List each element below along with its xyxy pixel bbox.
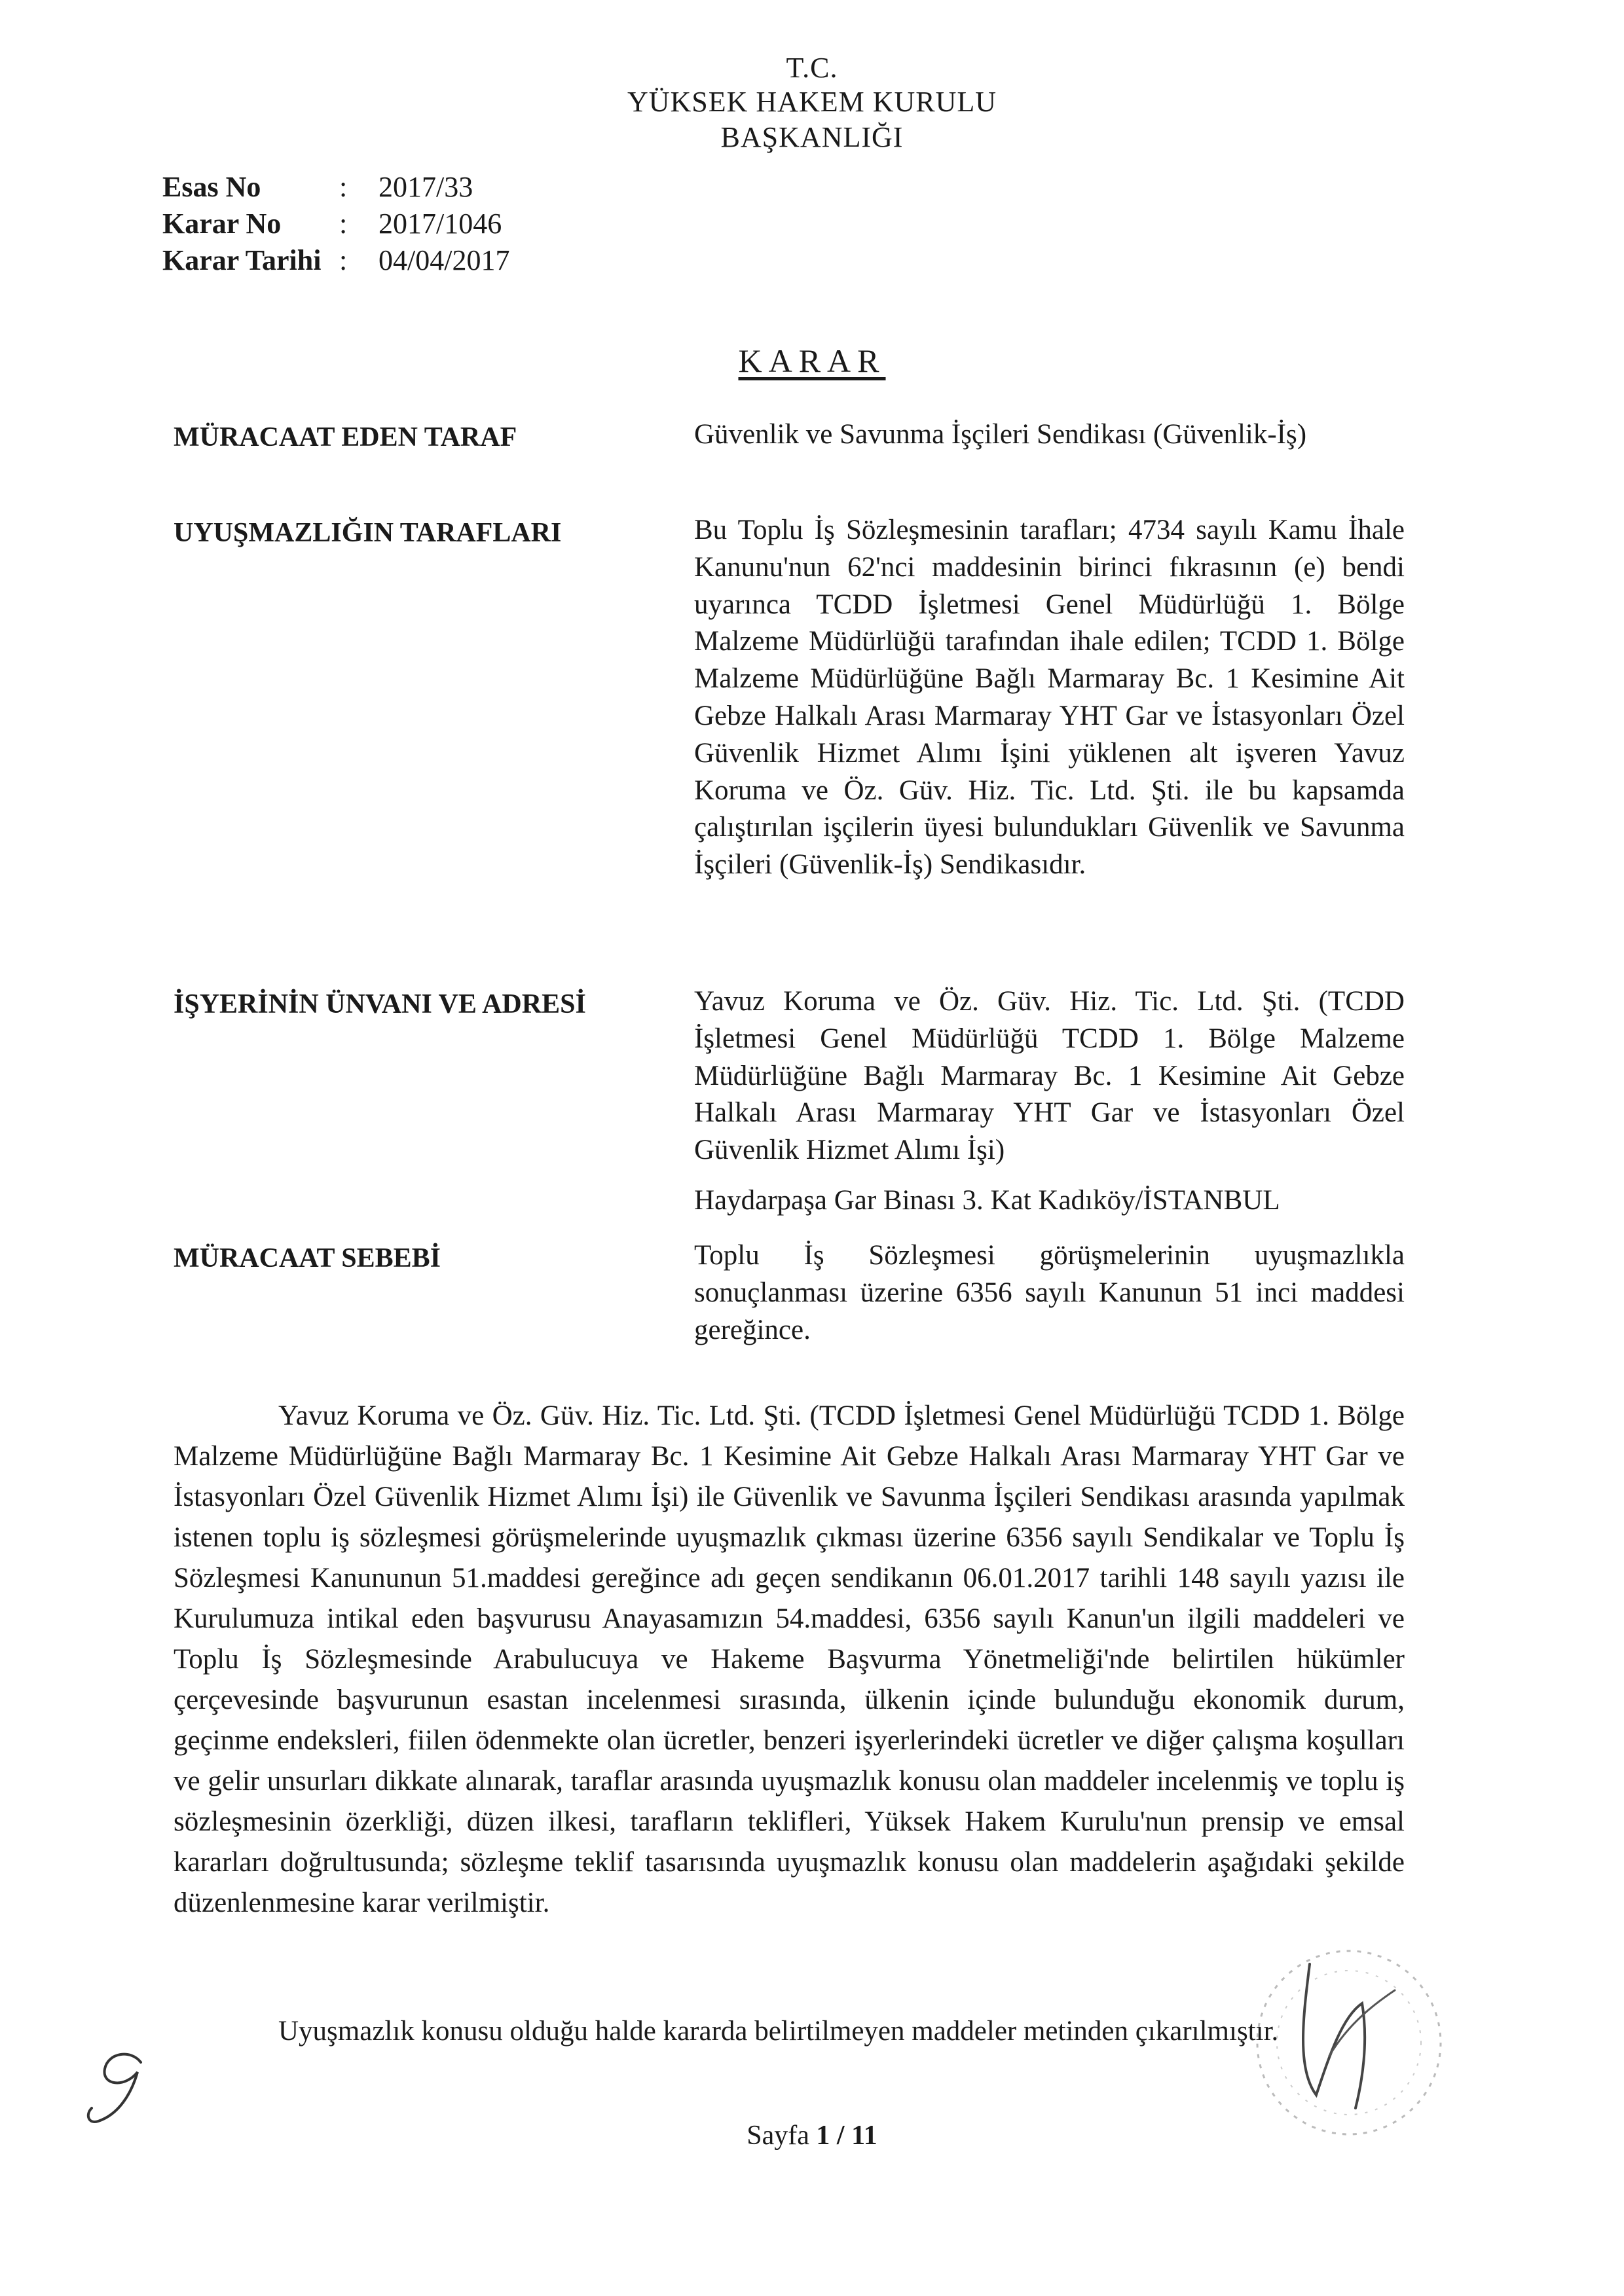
footer-prefix: Sayfa — [747, 2121, 817, 2151]
body-paragraph-2: Uyuşmazlık konusu olduğu halde kararda belirtilmeyen maddeler metinden çıkarılmıştır. — [278, 2016, 1279, 2047]
meta-value: 2017/1046 — [378, 208, 502, 240]
meta-value: 2017/33 — [378, 171, 473, 203]
value-workplace: Yavuz Koruma ve Öz. Güv. Hiz. Tic. Ltd. Şti. (TCDD İşletmesi Genel Müdürlüğü TCDD 1. Bölge Malzeme Müdürlüğüne Bağlı Marmaray Bc. 1 Kesimine Ait Gebze Halkalı Arası Marmaray YHT Gar ve İstasyonları Özel Güvenlik Hizmet Alımı İşi) — [694, 986, 1405, 1166]
meta-label: Esas No — [162, 171, 261, 203]
value-reason: Toplu İş Sözleşmesi görüşmelerinin uyuşmazlıkla sonuçlanması üzerine 6356 sayılı Kanunun 51 inci maddesi gereğince. — [694, 1240, 1405, 1345]
value-workplace-address: Haydarpaşa Gar Binası 3. Kat Kadıköy/İSTANBUL — [694, 1185, 1280, 1216]
footer-current-page: 1 — [816, 2121, 830, 2151]
label-workplace: İŞYERİNİN ÜNVANI VE ADRESİ — [174, 989, 586, 1019]
label-dispute-parties: UYUŞMAZLIĞIN TARAFLARI — [174, 518, 562, 548]
case-meta — [162, 169, 509, 279]
document-title: KARAR — [738, 342, 886, 379]
meta-colon: : — [339, 208, 348, 240]
meta-row-tarih — [162, 242, 509, 279]
header-department: BAŞKANLIĞI — [720, 121, 904, 153]
header-institution: YÜKSEK HAKEM KURULU — [627, 86, 997, 118]
meta-row-esas — [162, 169, 509, 206]
label-reason: MÜRACAAT SEBEBİ — [174, 1243, 441, 1273]
footer-separator: / — [830, 2121, 852, 2151]
value-applicant: Güvenlik ve Savunma İşçileri Sendikası (Güvenlik-İş) — [694, 419, 1307, 450]
header-tc: T.C. — [786, 52, 838, 84]
meta-colon: : — [339, 171, 348, 203]
meta-label: Karar No — [162, 208, 282, 240]
meta-value: 04/04/2017 — [378, 244, 510, 276]
value-dispute-parties: Bu Toplu İş Sözleşmesinin tarafları; 4734 sayılı Kamu İhale Kanunu'nun 62'nci maddesinin birinci fıkrasının (e) bendi uyarınca TCDD İşletmesi Genel Müdürlüğü 1. Bölge Malzeme Müdürlüğü tarafından ihale edilen; TCDD 1. Bölge Malzeme Müdürlüğüne Bağlı Marmaray Bc. 1 Kesimine Ait Gebze Halkalı Arası Marmaray YHT Gar ve İstasyonları Özel Güvenlik Hizmet Alımı İşini yüklenen alt işveren Yavuz Koruma ve Öz. Güv. Hiz. Tic. Ltd. Şti. ile bu kapsamda çalıştırılan işçilerin üyesi bulundukları Güvenlik ve Savunma İşçileri (Güvenlik-İş) Sendikasıdır. — [694, 515, 1405, 881]
meta-label: Karar Tarihi — [162, 244, 322, 276]
footer-total-pages: 11 — [851, 2121, 877, 2151]
meta-colon: : — [339, 244, 348, 276]
body-paragraph-1: Yavuz Koruma ve Öz. Güv. Hiz. Tic. Ltd. Şti. (TCDD İşletmesi Genel Müdürlüğü TCDD 1. Bölge Malzeme Müdürlüğüne Bağlı Marmaray Bc. 1 Kesimine Ait Gebze Halkalı Arası Marmaray YHT Gar ve İstasyonları Özel Güvenlik Hizmet Alımı İşi) ile Güvenlik ve Savunma İşçileri Sendikası arasında yapılmak istenen toplu iş sözleşmesi görüşmelerinde uyuşmazlık çıkması üzerine 6356 sayılı Sendikalar ve Toplu İş Sözleşmesi Kanununun 51.maddesi gereğince adı geçen sendikanın 06.01.2017 tarihli 148 sayılı yazısı ile Kurulumuza intikal eden başvurusu Anayasamızın 54.maddesi, 6356 sayılı Kanun'un ilgili maddeleri ve Toplu İş Sözleşmesinde Arabulucuya ve Hakeme Başvurma Yönetmeliği'nde belirtilen hükümler çerçevesinde başvurunun esastan incelenmesi sırasında, ülkenin içinde bulunduğu ekonomik durum, geçinme endeksleri, fiilen ödenmekte olan ücretler, benzeri işyerlerindeki ücretler ve diğer çalışma koşulları ve gelir unsurları dikkate alınarak, taraflar arasında uyuşmazlık konusu olan maddeler incelenmiş ve toplu iş sözleşmesinin özerkliği, düzen ilkesi, tarafların teklifleri, Yüksek Hakem Kurulu'nun prensip ve emsal kararları doğrultusunda; sözleşme teklif tasarısında uyuşmazlık konusu olan maddelerin aşağıdaki şekilde düzenlenmesine karar verilmiştir. — [174, 1400, 1405, 1918]
meta-row-karar — [162, 206, 509, 242]
page-footer — [0, 2120, 1624, 2151]
label-applicant: MÜRACAAT EDEN TARAF — [174, 422, 517, 452]
